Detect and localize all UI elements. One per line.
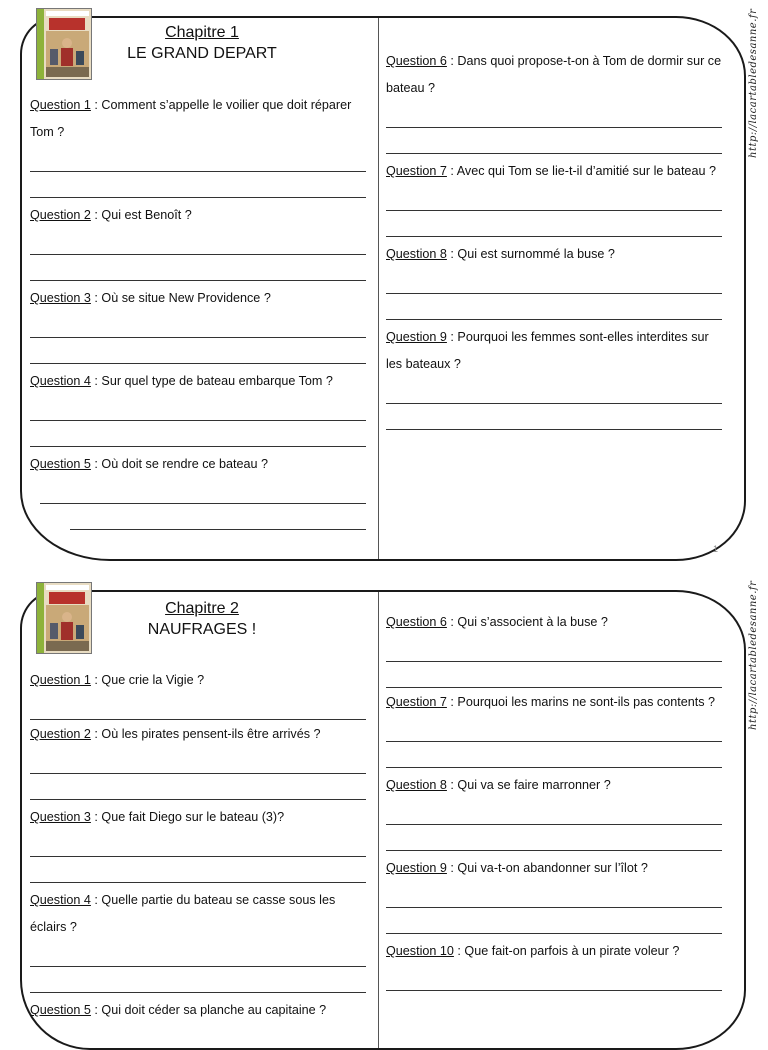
answer-line[interactable] [30,421,366,447]
question-1 [30,92,366,146]
question-text: : Qui va-t-on abandonner sur l’îlot ? [446,861,648,875]
right-questions [386,609,722,991]
question-text: : Où les pirates pensent-ils être arrivés ? [90,727,321,741]
question-label: Question 1 [30,673,91,687]
column-divider [378,592,379,1048]
right-questions [386,48,722,430]
answer-line[interactable] [30,395,366,421]
question-label: Question 5 [30,1003,91,1017]
answer-line[interactable] [30,312,366,338]
question-label: Question 7 [386,695,447,709]
chapter-title: Chapitre 1 [165,24,239,41]
answer-line[interactable] [30,748,366,774]
question-6 [386,48,722,102]
page-number: 1 [712,544,718,554]
question-text: : Que fait-on parfois à un pirate voleur ? [453,944,680,958]
question-9 [386,324,722,378]
question-text: : Que crie la Vigie ? [90,673,205,687]
question-label: Question 7 [386,164,447,178]
answer-line[interactable] [386,662,722,688]
chapter-heading [82,22,322,64]
answer-line[interactable] [70,504,366,530]
question-10 [386,938,722,965]
question-text: : Comment s’appelle le voilier que doit réparer Tom ? [30,98,352,139]
question-3 [30,804,366,831]
answer-line[interactable] [386,102,722,128]
answer-line[interactable] [30,255,366,281]
answer-line[interactable] [30,831,366,857]
question-text: : Qui va se faire marronner ? [446,778,611,792]
answer-line[interactable] [386,294,722,320]
answer-line[interactable] [386,965,722,991]
question-text: : Pourquoi les femmes sont-elles interdites sur les bateaux ? [386,330,709,371]
chapter-subtitle: NAUFRAGES ! [147,621,257,638]
question-label: Question 2 [30,208,91,222]
question-label: Question 6 [386,54,447,68]
question-label: Question 5 [30,457,91,471]
answer-line[interactable] [386,128,722,154]
chapter-title: Chapitre 2 [165,600,239,617]
answer-line[interactable] [386,185,722,211]
chapter-subtitle: LE GRAND DEPART [127,45,277,62]
question-9 [386,855,722,882]
question-7 [386,158,722,185]
answer-line[interactable] [30,941,366,967]
question-label: Question 9 [386,861,447,875]
question-label: Question 3 [30,291,91,305]
question-label: Question 8 [386,247,447,261]
answer-line[interactable] [386,636,722,662]
question-text: : Dans quoi propose-t-on à Tom de dormir sur ce bateau ? [386,54,722,95]
chapter-2-card [20,590,746,1050]
answer-line[interactable] [30,774,366,800]
answer-line[interactable] [40,478,366,504]
question-label: Question 8 [386,778,447,792]
answer-line[interactable] [386,211,722,237]
question-text: : Qui est surnommé la buse ? [446,247,615,261]
answer-line[interactable] [30,967,366,993]
answer-line[interactable] [386,378,722,404]
question-text: : Avec qui Tom se lie-t-il d’amitié sur le bateau ? [446,164,716,178]
question-text: : Qui s’associent à la buse ? [446,615,608,629]
question-label: Question 3 [30,810,91,824]
answer-line[interactable] [30,172,366,198]
question-label: Question 9 [386,330,447,344]
question-text: : Qui doit céder sa planche au capitaine ? [90,1003,327,1017]
question-5 [30,451,366,478]
question-7 [386,689,722,716]
question-text: : Où se situe New Providence ? [90,291,271,305]
question-2 [30,202,366,229]
site-url: http://lacartabledesanne.fr [748,580,759,730]
question-5 [30,997,366,1024]
answer-line[interactable] [386,742,722,768]
answer-line[interactable] [30,338,366,364]
question-text: : Que fait Diego sur le bateau (3)? [90,810,285,824]
answer-line[interactable] [386,882,722,908]
answer-line[interactable] [386,825,722,851]
question-text: : Sur quel type de bateau embarque Tom ? [90,374,333,388]
question-6 [386,609,722,636]
answer-line[interactable] [386,799,722,825]
question-8 [386,241,722,268]
question-label: Question 2 [30,727,91,741]
question-3 [30,285,366,312]
question-text: : Qui est Benoît ? [90,208,192,222]
answer-line[interactable] [386,404,722,430]
question-2 [30,721,366,748]
chapter-1-card [20,16,746,561]
question-4 [30,368,366,395]
question-label: Question 1 [30,98,91,112]
question-text: : Où doit se rendre ce bateau ? [90,457,269,471]
question-label: Question 4 [30,893,91,907]
site-url: http://lacartabledesanne.fr [748,8,759,158]
answer-line[interactable] [386,268,722,294]
question-4 [30,887,366,941]
answer-line[interactable] [386,716,722,742]
left-questions [30,667,366,1024]
left-questions [30,92,366,530]
column-divider [378,18,379,559]
answer-line[interactable] [30,694,366,720]
chapter-heading [82,598,322,640]
question-label: Question 4 [30,374,91,388]
answer-line[interactable] [30,857,366,883]
question-8 [386,772,722,799]
question-label: Question 10 [386,944,454,958]
question-text: : Quelle partie du bateau se casse sous les éclairs ? [30,893,336,934]
answer-line[interactable] [30,229,366,255]
question-text: : Pourquoi les marins ne sont-ils pas contents ? [446,695,716,709]
question-1 [30,667,366,694]
question-label: Question 6 [386,615,447,629]
answer-line[interactable] [386,908,722,934]
answer-line[interactable] [30,146,366,172]
